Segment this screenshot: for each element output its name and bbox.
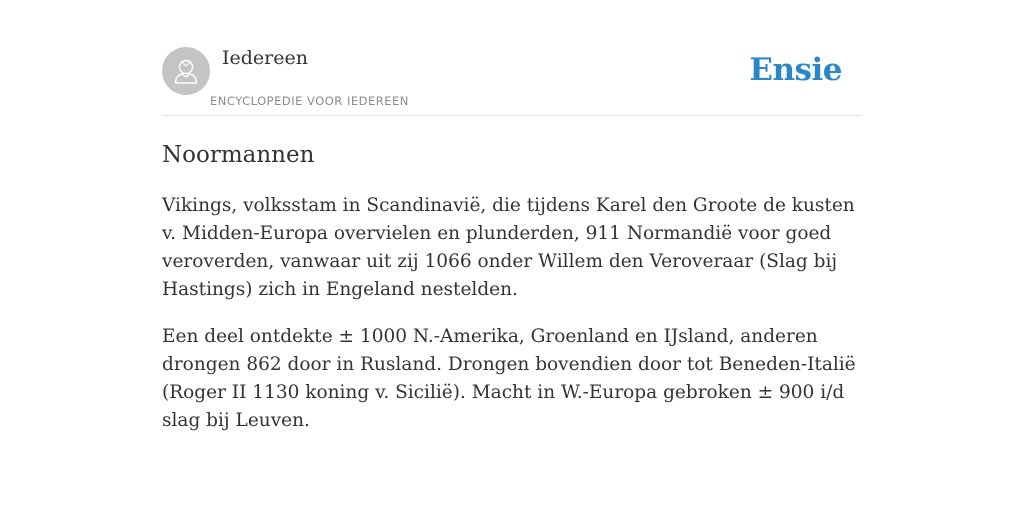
ensie-logo[interactable]: Ensie [749,52,842,88]
page [162,0,862,431]
article-paragraph: Een deel ontdekte ± 1000 N.-Amerika, Groenland en IJsland, anderen drongen 862 door in Rusland. Drongen bovendien door tot Beneden-Italië (Roger II 1130 koning v. Sicilië). Macht in W.-Europa gebroken ± 900 i/d slag bij Leuven. [162,326,856,431]
author-name-link[interactable]: Iedereen [222,47,308,69]
article-body [162,192,862,454]
article-paragraph: Vikings, volksstam in Scandinavië, die tijdens Karel den Groote de kusten v. Midden-Europa overvielen en plunderden, 911 Normandië voor goed veroverden, vanwaar uit zij 1066 onder Willem den Veroveraar (Slag bij Hastings) zich in Engeland nestelden. [162,195,855,300]
user-avatar-icon[interactable] [162,47,210,95]
user-silhouette-icon [162,47,210,95]
site-tagline: ENCYCLOPEDIE VOOR IEDEREEN [210,94,409,108]
article-title: Noormannen [162,142,315,168]
header [162,0,862,116]
